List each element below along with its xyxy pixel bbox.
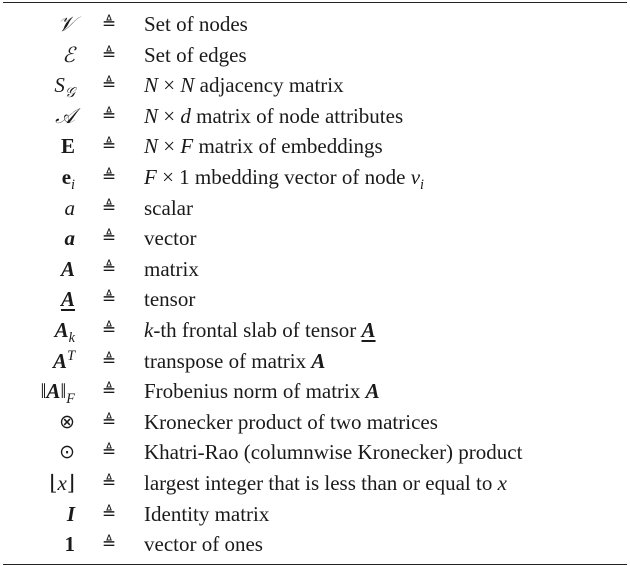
defined-as-symbol: ≜ [101,503,117,524]
description-floor-text: largest integer that is less than or equal to [144,470,498,495]
description-embeddings: N × F matrix of embeddings [144,134,383,159]
description-tensor: tensor [144,287,196,312]
description-matrix: matrix [144,256,199,281]
symbol-tensor-base: A [60,287,75,312]
description-frobenius-matrix: A [365,379,380,404]
symbol-embeddings: E [60,134,75,159]
notation-row-vector [3,223,627,254]
defined-as-symbol: ≜ [101,381,117,402]
description-transpose [144,346,325,377]
description-frontal-slab-text: k-th frontal slab of tensor [144,317,362,342]
defined-as-symbol: ≜ [101,136,117,157]
symbol-embedding-vector-base: e [61,164,72,189]
symbol-transpose [3,346,75,377]
description-attributes: N × d matrix of node attributes [144,103,404,128]
symbol-edge-set: ℰ [62,42,75,67]
symbol-adjacency-base: S [54,73,65,98]
defined-as-symbol: ≜ [101,289,117,310]
notation-row-scalar [3,193,627,224]
description-embedding-vector [144,162,424,193]
defined-as-symbol: ≜ [101,258,117,279]
defined-as-symbol: ≜ [101,534,117,555]
symbol-frobenius-open: ‖ [40,379,47,404]
notation-row-edges [3,40,627,71]
notation-row-adjacency [3,70,627,101]
notation-row-frontal-slab [3,315,627,346]
notation-row-khatri-rao [3,437,627,468]
symbol-adjacency [3,70,75,101]
defined-as-symbol: ≜ [101,411,117,432]
symbol-frontal-slab-base: A [54,317,69,342]
defined-as-symbol: ≜ [101,319,117,340]
notation-row-frobenius [3,376,627,407]
description-vector: vector [144,226,197,251]
description-scalar: scalar [144,195,193,220]
notation-row-floor [3,468,627,499]
description-edge-set: Set of edges [144,42,247,67]
symbol-identity: I [66,501,75,526]
symbol-frobenius-close: ‖ [60,379,67,404]
symbol-scalar: a [64,195,75,220]
symbol-adjacency-sub: 𝒢 [64,85,75,102]
notation-row-matrix [3,254,627,285]
defined-as-symbol: ≜ [101,14,117,34]
description-floor [144,468,507,499]
symbol-kronecker: ⊗ [59,410,75,433]
notation-row-ones [3,529,627,560]
symbol-embedding-vector-sub: i [71,177,75,194]
description-ones: vector of ones [144,532,263,557]
symbol-frontal-slab-sub: k [68,330,75,347]
description-embedding-vector-text: F × 1 mbedding vector of node v [144,164,421,189]
symbol-tensor [3,284,75,315]
defined-as-symbol: ≜ [101,105,117,126]
description-frontal-slab-tensor: A [361,317,376,342]
notation-row-nodes [3,9,627,40]
symbol-floor [3,468,75,499]
description-transpose-text: transpose of matrix [144,348,312,373]
notation-row-embeddings [3,131,627,162]
symbol-vector: a [64,226,75,251]
description-adjacency [144,70,344,101]
symbol-frobenius-sub: F [66,391,75,408]
defined-as-symbol: ≜ [101,472,117,493]
defined-as-symbol: ≜ [101,166,117,187]
description-frobenius-text: Frobenius norm of matrix [144,379,366,404]
notation-row-kronecker [3,407,627,438]
notation-row-tensor [3,284,627,315]
description-adjacency-text: N × N adjacency matrix [144,73,344,98]
symbol-transpose-sup: T [67,347,75,364]
defined-as-symbol: ≜ [101,44,117,65]
description-frontal-slab [144,315,376,346]
defined-as-symbol: ≜ [101,228,117,249]
description-node-set: Set of nodes [144,12,248,36]
symbol-floor-close: ⌋ [66,470,75,495]
symbol-frontal-slab [3,315,75,346]
symbol-matrix: A [60,256,75,281]
notation-table [3,2,627,565]
notation-row-identity [3,499,627,530]
symbol-transpose-base: A [53,348,68,373]
description-frobenius [144,376,380,407]
defined-as-symbol: ≜ [101,442,117,463]
symbol-frobenius-base: A [46,379,61,404]
description-identity: Identity matrix [144,501,270,526]
defined-as-symbol: ≜ [101,75,117,96]
notation-row-embedding-vector [3,162,627,193]
symbol-attributes: 𝒜 [55,103,75,128]
notation-row-attributes [3,101,627,132]
symbol-embedding-vector [3,162,75,193]
defined-as-symbol: ≜ [101,350,117,371]
description-transpose-matrix: A [311,348,326,373]
notation-row-transpose [3,346,627,377]
description-embedding-vector-sub: i [420,177,424,194]
description-khatri-rao: Khatri-Rao (columnwise Kronecker) product [144,440,523,465]
symbol-floor-var: x [57,470,67,495]
description-floor-var: x [497,470,507,495]
description-kronecker: Kronecker product of two matrices [144,409,438,434]
defined-as-symbol: ≜ [101,197,117,218]
symbol-frobenius [3,376,75,407]
symbol-ones: 1 [64,532,75,557]
symbol-khatri-rao: ⊙ [59,441,75,464]
symbol-node-set: 𝒱 [57,12,75,36]
symbol-floor-open: ⌊ [49,470,58,495]
